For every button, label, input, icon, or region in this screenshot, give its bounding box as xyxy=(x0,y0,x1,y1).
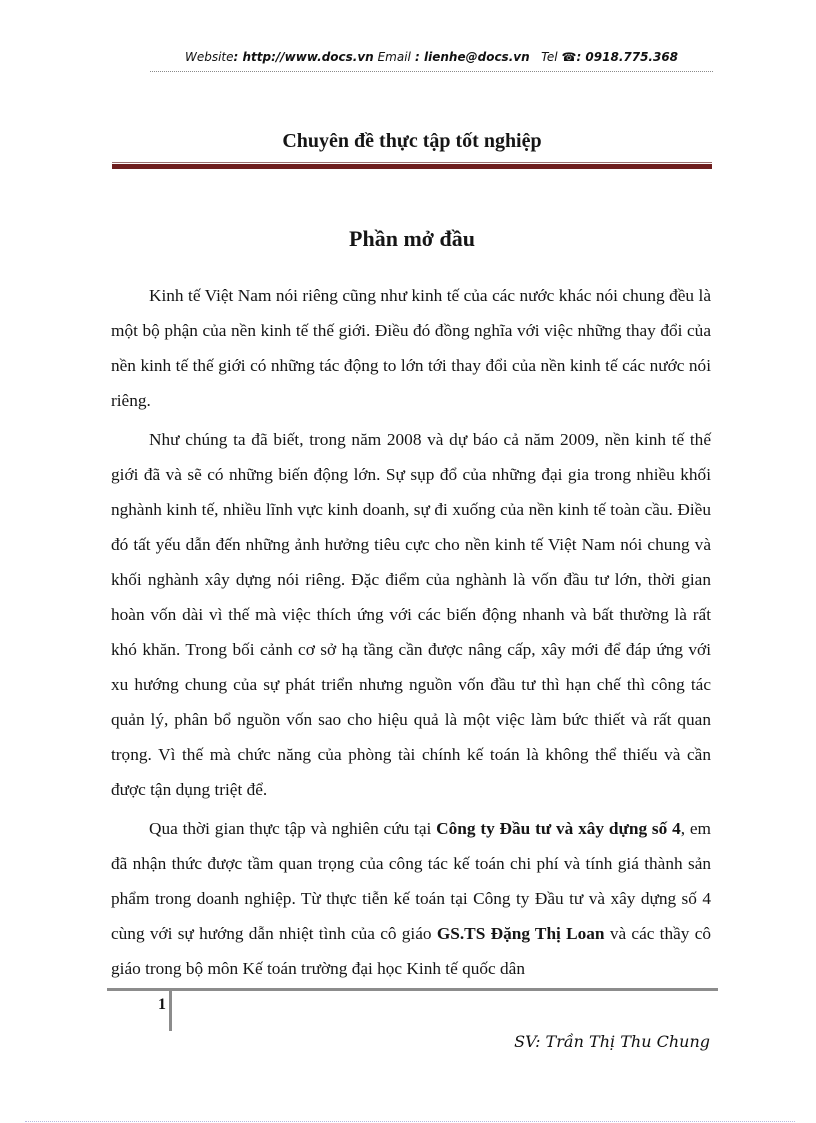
paragraph-3-text-a: Qua thời gian thực tập và nghiên cứu tại xyxy=(149,819,437,838)
tel-label: Tel xyxy=(541,50,558,64)
document-body xyxy=(111,278,711,990)
tel-value: : 0918.775.368 xyxy=(576,50,679,64)
page-number: 1 xyxy=(158,996,166,1013)
supervisor-name: GS.TS Đặng Thị Loan xyxy=(436,924,605,943)
phone-icon: ☎ xyxy=(561,50,577,64)
email-label: Email xyxy=(377,50,411,64)
company-name: Công ty Đầu tư và xây dựng số 4 xyxy=(436,819,681,838)
paragraph-3-text-b: , em đã nhận thức được tầm quan trọng của công tác kế toán chi phí và tính giá thành sản phẩm trong doanh nghiệp. Từ thực tiễn kế toán tại Công ty Đầu tư và xây dựng số 4 cùng với sự hướng dẫn nhiệt tình của cô giáo xyxy=(111,819,711,943)
paragraph-1: Kinh tế Việt Nam nói riêng cũng như kinh tế của các nước khác nói chung đều là một bộ phận của nền kinh tế thế giới. Điều đó đồng nghĩa với việc những thay đổi của nền kinh tế thế giới có những tác động to lớn tới thay đổi của nền kinh tế các nước nói riêng. xyxy=(111,286,711,410)
footer-divider xyxy=(107,988,718,991)
paragraph-3 xyxy=(111,811,711,986)
title-divider-thick xyxy=(112,164,712,169)
page-bottom-border xyxy=(25,1121,795,1122)
author-signature: SV: Trần Thị Thu Chung xyxy=(514,1032,710,1051)
website-link[interactable]: : http://www.docs.vn xyxy=(233,50,374,64)
email-link[interactable]: : lienhe@docs.vn xyxy=(410,50,530,64)
page-header xyxy=(150,50,713,64)
paragraph-2: Như chúng ta đã biết, trong năm 2008 và dự báo cả năm 2009, nền kinh tế thế giới đã và sẽ có những biến động lớn. Sự sụp đổ của những đại gia trong nhiều khối nghành kinh tế, nhiều lĩnh vực kinh doanh, sự đi xuống của nền kinh tế toàn cầu. Điều đó tất yếu dẫn đến những ảnh hưởng tiêu cực cho nền kinh tế Việt Nam nói chung và khối nghành xây dựng nói riêng. Đặc điểm của nghành là vốn đầu tư lớn, thời gian hoàn vốn dài vì thế mà việc thích ứng với các biến động nhanh và bất thường là rất khó khăn. Trong bối cảnh cơ sở hạ tầng cần được nâng cấp, xây mới để đáp ứng với xu hướng chung của sự phát triển nhưng nguồn vốn đầu tư thì hạn chế thì công tác quản lý, phân bổ nguồn vốn sao cho hiệu quả là một việc làm bức thiết và rất quan trọng. Vì thế mà chức năng của phòng tài chính kế toán là không thể thiếu và cần được tận dụng triệt để. xyxy=(111,430,711,799)
document-title: Chuyên đề thực tập tốt nghiệp xyxy=(282,130,542,152)
paragraph-3-text-c: và các thầy cô giáo trong bộ môn Kế toán trường đại học Kinh tế quốc dân xyxy=(111,924,712,978)
section-heading: Phần mở đầu xyxy=(349,226,475,251)
website-label: Website xyxy=(184,50,234,64)
title-divider-thin xyxy=(112,162,712,163)
footer-vertical-divider xyxy=(169,988,172,1031)
header-divider xyxy=(150,71,713,72)
